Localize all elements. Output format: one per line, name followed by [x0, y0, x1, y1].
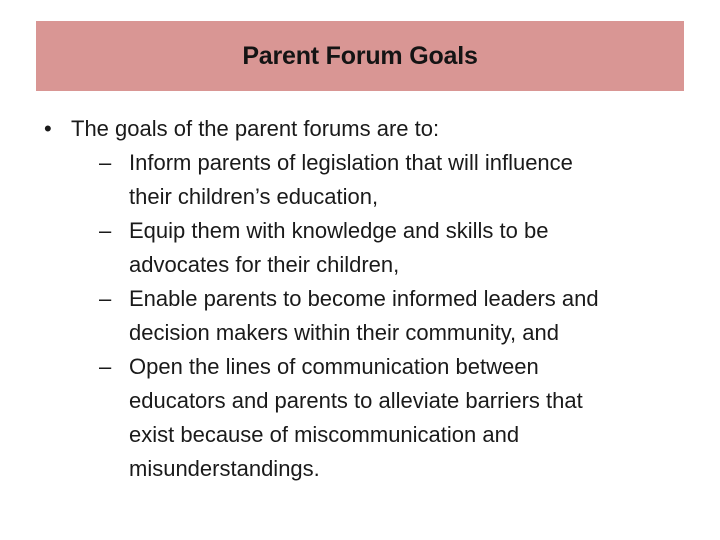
goal-line: their children’s education, — [129, 184, 379, 209]
goal-line: exist because of miscommunication and — [129, 422, 520, 447]
goal-text — [129, 146, 694, 214]
goal-line: decision makers within their community, and — [129, 320, 559, 345]
dash-icon: – — [99, 354, 112, 379]
goal-line: misunderstandings. — [129, 456, 320, 481]
dash-icon: – — [99, 286, 112, 311]
goal-item-open — [99, 350, 694, 486]
title-bar — [36, 21, 684, 91]
goal-line: Equip them with knowledge and skills to be — [129, 218, 549, 243]
goal-line: Enable parents to become informed leaders and — [129, 286, 599, 311]
goal-line: Inform parents of legislation that will influence — [129, 150, 573, 175]
bullet-icon: • — [44, 116, 52, 141]
dash-icon: – — [99, 218, 112, 243]
goal-item-inform — [99, 146, 694, 214]
goal-text — [129, 214, 694, 282]
goal-text — [129, 350, 694, 486]
intro-text: The goals of the parent forums are to: — [71, 116, 440, 141]
goal-line: Open the lines of communication between — [129, 354, 539, 379]
goals-list — [99, 146, 694, 486]
goal-line: educators and parents to alleviate barriers that — [129, 388, 583, 413]
slide-body — [44, 112, 694, 486]
bullet-item — [44, 112, 694, 146]
goal-text — [129, 282, 694, 350]
goal-item-equip — [99, 214, 694, 282]
dash-icon: – — [99, 150, 112, 175]
slide-title: Parent Forum Goals — [242, 41, 478, 70]
goal-item-enable — [99, 282, 694, 350]
goal-line: advocates for their children, — [129, 252, 400, 277]
